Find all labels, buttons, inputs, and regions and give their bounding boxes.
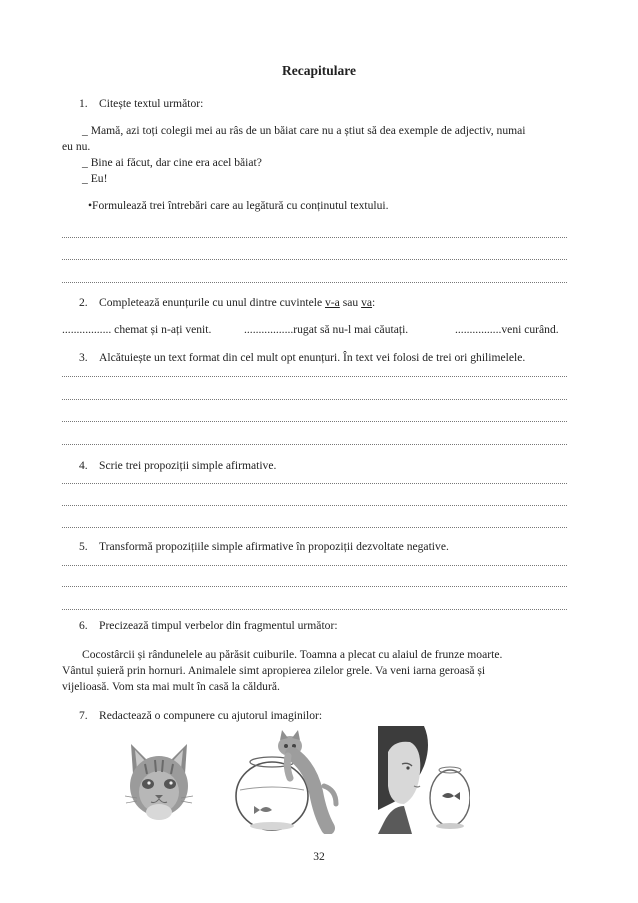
exercise-6-number: 6. bbox=[79, 619, 88, 632]
exercise-2-number: 2. bbox=[79, 296, 88, 309]
answer-line bbox=[62, 444, 567, 445]
exercise-1-number: 1. bbox=[79, 97, 88, 110]
exercise-5-number: 5. bbox=[79, 540, 88, 553]
girl-fishbowl-image bbox=[378, 726, 470, 834]
answer-line bbox=[62, 565, 567, 566]
exercise-4-instruction: Scrie trei propoziții simple afirmative. bbox=[99, 459, 277, 472]
word-va: va bbox=[361, 296, 373, 309]
fragment-line: Vântul șuieră prin hornuri. Animalele simt apropierea zilelor grele. Va veni iarna geroasă și bbox=[62, 664, 486, 677]
page-title: Recapitulare bbox=[282, 63, 356, 78]
dialog-line: _ Mamă, azi toți colegii mei au râs de un băiat care nu a știut să dea exemple de adjectiv, numai bbox=[82, 124, 526, 137]
fragment-line: Cocostârcii și rândunelele au părăsit cuiburile. Toamna a plecat cu alaiul de frunze moarte. bbox=[82, 648, 503, 661]
exercise-6-instruction: Precizează timpul verbelor din fragmentul următor: bbox=[99, 619, 338, 632]
exercise-3-instruction: Alcătuiește un text format din cel mult opt enunțuri. În text vei folosi de trei ori ghilimelele. bbox=[99, 351, 526, 364]
exercise-1-task: •Formulează trei întrebări care au legătură cu conținutul textului. bbox=[88, 199, 389, 212]
fishbowl-kitten-image bbox=[232, 728, 340, 834]
dialog-line: _ Bine ai făcut, dar cine era acel băiat? bbox=[82, 156, 262, 169]
answer-line bbox=[62, 237, 567, 238]
answer-line bbox=[62, 259, 567, 260]
exercise-7-instruction: Redactează o compunere cu ajutorul imaginilor: bbox=[99, 709, 323, 722]
dialog-line: _ Eu! bbox=[82, 172, 108, 185]
answer-line bbox=[62, 282, 567, 283]
exercise-7-number: 7. bbox=[79, 709, 88, 722]
page-number: 32 bbox=[313, 850, 325, 863]
answer-line bbox=[62, 505, 567, 506]
word-v-a: v-a bbox=[325, 296, 340, 309]
kitten-image bbox=[125, 740, 193, 826]
exercise-4-number: 4. bbox=[79, 459, 88, 472]
fill-sentence-2: .................rugat să nu-l mai căutați. bbox=[244, 323, 409, 336]
fill-sentence-1: ................. chemat și n-ați venit. bbox=[62, 323, 212, 336]
exercise-3-number: 3. bbox=[79, 351, 88, 364]
answer-line bbox=[62, 483, 567, 484]
answer-line bbox=[62, 376, 567, 377]
exercise-2-instruction: Completează enunțurile cu unul dintre cuvintele v-a sau va: bbox=[99, 296, 376, 309]
exercise-5-instruction: Transformă propozițiile simple afirmative în propoziții dezvoltate negative. bbox=[99, 540, 449, 553]
answer-line bbox=[62, 527, 567, 528]
answer-line bbox=[62, 586, 567, 587]
dialog-line: eu nu. bbox=[62, 140, 91, 153]
exercise-1-instruction: Citește textul următor: bbox=[99, 97, 204, 110]
answer-line bbox=[62, 609, 567, 610]
fragment-line: vijelioasă. Vom sta mai mult în casă la căldură. bbox=[62, 680, 280, 693]
fill-sentence-3: ................veni curând. bbox=[455, 323, 559, 336]
answer-line bbox=[62, 421, 567, 422]
answer-line bbox=[62, 399, 567, 400]
